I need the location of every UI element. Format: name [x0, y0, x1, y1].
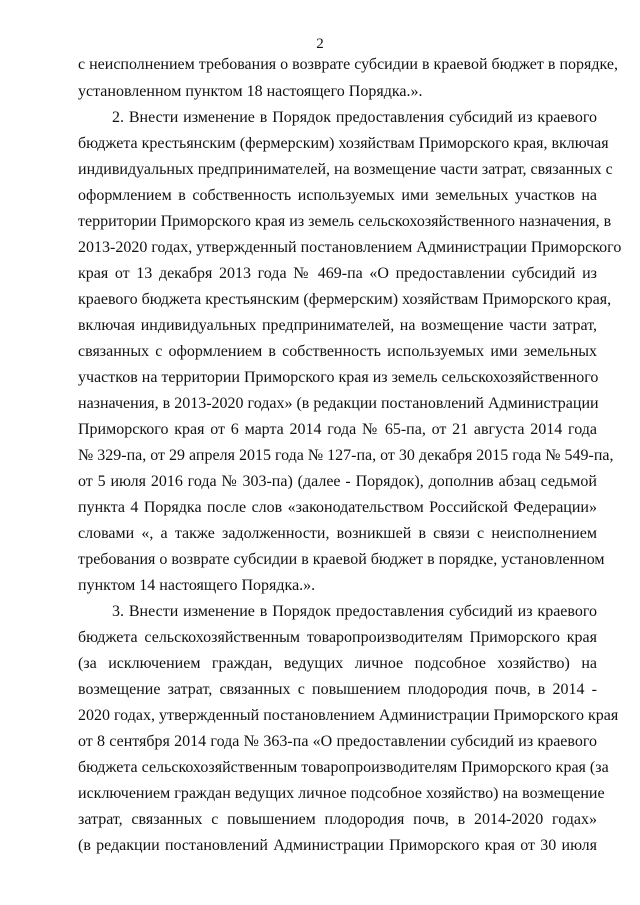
text-line: возмещение затрат, связанных с повышением плодородия почв, в 2014 - — [78, 681, 597, 698]
text-line: Приморского края от 6 марта 2014 года № 65-па, от 21 августа 2014 года — [78, 421, 597, 438]
text-line: краевого бюджета крестьянским (фермерским) хозяйствам Приморского края, — [78, 291, 612, 308]
paragraph-2-start: 2. Внести изменение в Порядок предоставления субсидий из краевого — [112, 109, 597, 126]
text-line: участков на территории Приморского края из земель сельскохозяйственного — [78, 369, 599, 386]
text-line: связанных с оформлением в собственность используемых ими земельных — [78, 343, 597, 360]
text-line: индивидуальных предпринимателей, на возмещение части затрат, связанных с — [78, 161, 613, 178]
text-line: (за исключением граждан, ведущих личное подсобное хозяйство) на — [78, 655, 597, 672]
text-line: 2020 годах, утвержденный постановлением Администрации Приморского края — [78, 707, 619, 724]
text-line: пунктом 14 настоящего Порядка.». — [78, 577, 316, 594]
text-line: края от 13 декабря 2013 года № 469-па «О предоставлении субсидий из — [78, 265, 597, 282]
text-line: 2013-2020 годах, утвержденный постановлением Администрации Приморского — [78, 239, 622, 256]
text-line: (в редакции постановлений Администрации Приморского края от 30 июля — [78, 837, 597, 854]
text-line: от 8 сентября 2014 года № 363-па «О предоставлении субсидий из краевого — [78, 733, 597, 750]
text-line: требования о возврате субсидии в краевой бюджет в порядке, установленном — [78, 551, 605, 568]
paragraph-3-start: 3. Внести изменение в Порядок предоставления субсидий из краевого — [112, 603, 597, 620]
text-line: территории Приморского края из земель сельскохозяйственного назначения, в — [78, 213, 612, 230]
text-line: установленном пунктом 18 настоящего Порядка.». — [78, 83, 423, 100]
text-line: словами «, а также задолженности, возникшей в связи с неисполнением — [78, 525, 597, 542]
text-line: оформлением в собственность используемых ими земельных участков на — [78, 187, 597, 204]
text-line: с неисполнением требования о возврате субсидии в краевой бюджет в порядке, — [78, 56, 618, 73]
text-line: от 5 июля 2016 года № 303-па) (далее - Порядок), дополнив абзац седьмой — [78, 473, 597, 490]
text-line: включая индивидуальных предпринимателей, на возмещение части затрат, — [78, 317, 597, 334]
text-line: бюджета сельскохозяйственным товаропроизводителям Приморского края (за — [78, 759, 609, 776]
text-line: пункта 4 Порядка после слов «законодательством Российской Федерации» — [78, 499, 597, 516]
text-line: бюджета сельскохозяйственным товаропроизводителям Приморского края — [78, 629, 597, 646]
text-line: исключением граждан ведущих личное подсобное хозяйство) на возмещение — [78, 785, 605, 802]
text-line: затрат, связанных с повышением плодородия почв, в 2014-2020 годах» — [78, 811, 597, 828]
page-number: 2 — [316, 36, 324, 52]
text-line: назначения, в 2013-2020 годах» (в редакции постановлений Администрации — [78, 395, 599, 412]
text-line: бюджета крестьянским (фермерским) хозяйствам Приморского края, включая — [78, 135, 609, 152]
text-line: № 329-па, от 29 апреля 2015 года № 127-па, от 30 декабря 2015 года № 549-па, — [78, 447, 614, 464]
